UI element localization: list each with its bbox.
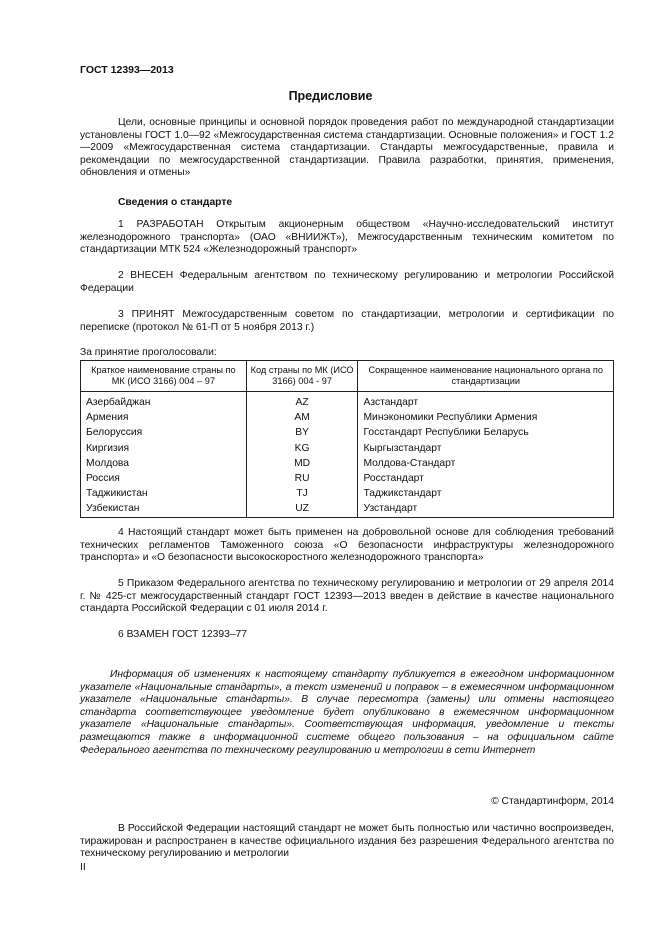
- country-cell: Молдова: [81, 456, 247, 471]
- rights-notice: В Российской Федерации настоящий стандарт не может быть полностью или частично воспроизведен, тиражирован и распространен в качестве официального издания без разрешения Федерального агентства по техническому регулированию и метрологии: [80, 823, 614, 860]
- country-cell: Белоруссия: [81, 425, 247, 440]
- code-cell: RU: [246, 471, 358, 486]
- table-row: [81, 410, 614, 425]
- table-row: [81, 392, 614, 411]
- code-cell: BY: [246, 425, 358, 440]
- table-row: [81, 425, 614, 440]
- header-country: Краткое наименование страны по МК (ИСО 3166) 004 – 97: [81, 361, 247, 392]
- body-cell: Росстандарт: [358, 471, 614, 486]
- country-cell: Армения: [81, 410, 247, 425]
- body-cell: Кыргызстандарт: [358, 441, 614, 456]
- item-4: 4 Настоящий стандарт может быть применен на добровольной основе для соблюдения требований технических регламентов Таможенного союза «О безопасности инфраструктуры железнодорожного транспорта» и «О безопасности высокоскоростного железнодорожного транспорта»: [80, 527, 614, 564]
- table-row: [81, 486, 614, 501]
- country-cell: Таджикистан: [81, 486, 247, 501]
- copyright: © Стандартинформ, 2014: [491, 796, 614, 807]
- body-cell: Азстандарт: [358, 392, 614, 411]
- country-cell: Киргизия: [81, 441, 247, 456]
- page-number: II: [80, 862, 86, 873]
- code-cell: AM: [246, 410, 358, 425]
- header-body: Сокращенное наименование национального органа по стандартизации: [358, 361, 614, 392]
- info-title: Сведения о стандарте: [118, 197, 233, 208]
- table-header-row: [81, 361, 614, 392]
- code-cell: UZ: [246, 501, 358, 517]
- code-cell: AZ: [246, 392, 358, 411]
- body-cell: Молдова-Стандарт: [358, 456, 614, 471]
- item-6: 6 ВЗАМЕН ГОСТ 12393–77: [118, 629, 248, 640]
- item-developed: 1 РАЗРАБОТАН Открытым акционерным обществом «Научно-исследовательский институт железнодорожного транспорта» (ОАО «ВНИИЖТ»), Межгосударственным техническим комитетом по стандартизации МТК 524 «Железнодорожный транспорт»: [80, 219, 614, 256]
- body-cell: Таджикстандарт: [358, 486, 614, 501]
- table-row: [81, 471, 614, 486]
- code-cell: MD: [246, 456, 358, 471]
- table-row: [81, 441, 614, 456]
- code-cell: KG: [246, 441, 358, 456]
- header-code: Код страны по МК (ИСО 3166) 004 - 97: [246, 361, 358, 392]
- country-cell: Узбекистан: [81, 501, 247, 517]
- country-cell: Азербайджан: [81, 392, 247, 411]
- body-cell: Минэкономики Республики Армения: [358, 410, 614, 425]
- item-introduced: 2 ВНЕСЕН Федеральным агентством по техническому регулированию и метрологии Российской Федерации: [80, 270, 614, 294]
- amendments-notice: Информация об изменениях к настоящему стандарту публикуется в ежегодном информационном указателе «Национальные стандарты», а текст изменений и поправок – в ежемесячном информационном указателе «Национальные стандарты». В случае пересмотра (замены) или отмены настоящего стандарта соответствующее уведомление будет опубликовано в ежемесячном информационном указателе «Национальные стандарты». Соответствующая информация, уведомление и тексты размещаются также в информационной системе общего пользования – на официальном сайте Федерального агентства по техническому регулированию и метрологии в сети Интернет: [80, 669, 614, 756]
- vote-caption: За принятие проголосовали:: [80, 347, 217, 358]
- vote-table: [80, 360, 614, 518]
- intro-paragraph: Цели, основные принципы и основной порядок проведения работ по международной стандартизации установлены ГОСТ 1.0—92 «Межгосударственная система стандартизации. Основные положения» и ГОСТ 1.2—2009 «Межгосударственная система стандартизации. Стандарты межгосударственные, правила и рекомендации по межгосударственной стандартизации. Правила разработки, принятия, применения, обновления и отмены»: [80, 117, 614, 179]
- body-cell: Госстандарт Республики Беларусь: [358, 425, 614, 440]
- item-5: 5 Приказом Федерального агентства по техническому регулированию и метрологии от 29 апреля 2014 г. № 425-ст межгосударственный стандарт ГОСТ 12393—2013 введен в действие в качестве национального стандарта Российской Федерации с 01 июля 2014 г.: [80, 578, 614, 615]
- item-adopted: 3 ПРИНЯТ Межгосударственным советом по стандартизации, метрологии и сертификации по переписке (протокол № 61-П от 5 ноября 2013 г.): [80, 309, 614, 333]
- document-code: ГОСТ 12393—2013: [80, 64, 174, 76]
- country-cell: Россия: [81, 471, 247, 486]
- page-title: Предисловие: [288, 89, 373, 103]
- code-cell: TJ: [246, 486, 358, 501]
- body-cell: Узстандарт: [358, 501, 614, 517]
- table-row: [81, 456, 614, 471]
- table-row: [81, 501, 614, 517]
